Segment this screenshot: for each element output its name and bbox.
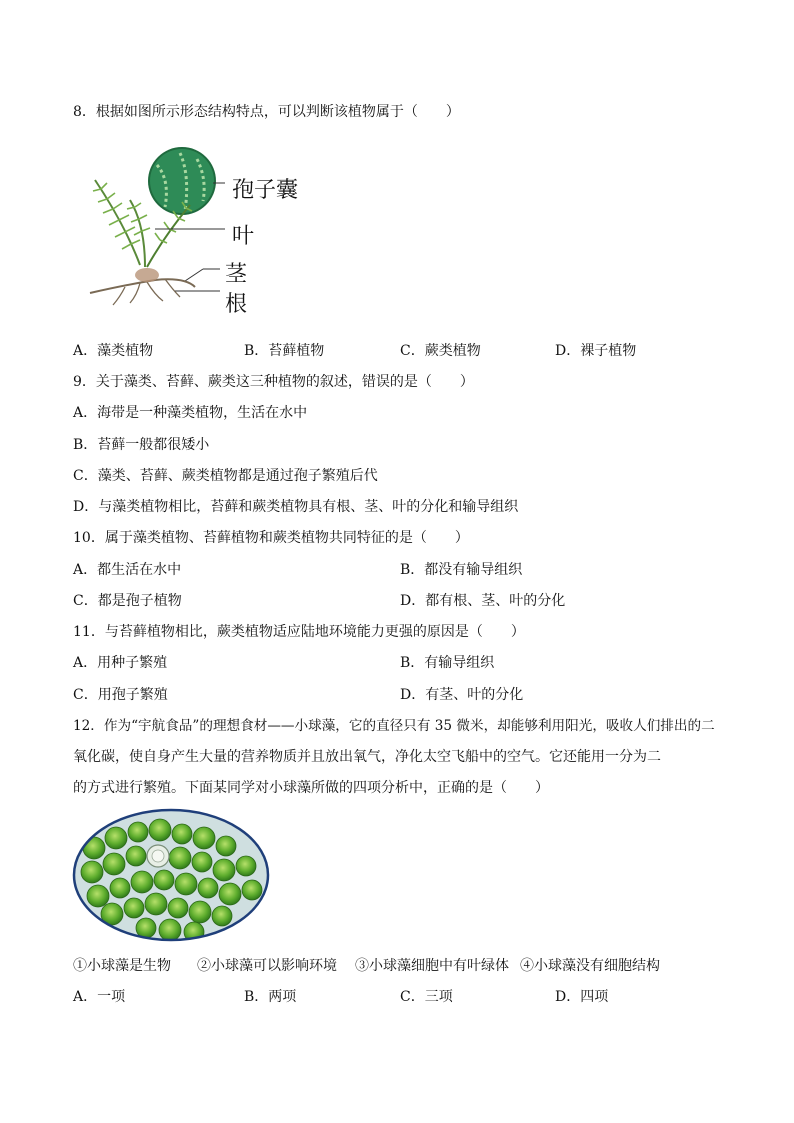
q12-statement-3: ③小球藻细胞中有叶绿体 xyxy=(355,958,509,974)
q8-option-a: A．藻类植物 xyxy=(73,343,154,359)
q11-option-a: A．用种子繁殖 xyxy=(73,655,168,671)
q12-statement-4: ④小球藻没有细胞结构 xyxy=(520,958,660,974)
q9-option-c: C．藻类、苔藓、蕨类植物都是通过孢子繁殖后代 xyxy=(73,468,378,484)
figure-label-sporangium: 孢子囊 xyxy=(232,178,299,203)
q10-option-b: B．都没有输导组织 xyxy=(400,562,523,578)
chlorella-micrograph xyxy=(72,808,270,942)
fern-illustration xyxy=(85,145,315,320)
q12-stem-line-3: 的方式进行繁殖。下面某同学对小球藻所做的四项分析中，正确的是（ ） xyxy=(73,780,549,796)
q11-option-d: D．有茎、叶的分化 xyxy=(400,687,524,703)
q9-option-d: D．与藻类植物相比，苔藓和蕨类植物具有根、茎、叶的分化和输导组织 xyxy=(73,499,519,515)
q10-stem: 10．属于藻类植物、苔藓植物和蕨类植物共同特征的是（ ） xyxy=(73,530,469,546)
q12-stem-line-1: 12．作为“宇航食品”的理想食材——小球藻，它的直径只有 35 微米，却能够利用阳光，吸收人们排出的二 xyxy=(73,718,715,734)
q8-option-b: B．苔藓植物 xyxy=(244,343,325,359)
figure-label-root: 根 xyxy=(225,292,248,317)
q12-option-a: A．一项 xyxy=(73,989,126,1005)
q10-option-c: C．都是孢子植物 xyxy=(73,593,182,609)
fern-figure xyxy=(85,145,315,320)
q9-stem: 9．关于藻类、苔藓、蕨类这三种植物的叙述，错误的是（ ） xyxy=(73,374,474,390)
q10-option-d: D．都有根、茎、叶的分化 xyxy=(400,593,566,609)
q8-option-c: C．蕨类植物 xyxy=(400,343,481,359)
q10-option-a: A．都生活在水中 xyxy=(73,562,182,578)
q12-statement-2: ②小球藻可以影响环境 xyxy=(197,958,337,974)
q11-stem: 11．与苔藓植物相比，蕨类植物适应陆地环境能力更强的原因是（ ） xyxy=(73,624,525,640)
q9-option-b: B．苔藓一般都很矮小 xyxy=(73,437,210,453)
figure-label-leaf: 叶 xyxy=(232,224,255,249)
q8-stem: 8．根据如图所示形态结构特点，可以判断该植物属于（ ） xyxy=(73,104,460,120)
q9-option-a: A．海带是一种藻类植物，生活在水中 xyxy=(73,405,308,421)
q12-statement-1: ①小球藻是生物 xyxy=(73,958,171,974)
chlorella-figure xyxy=(72,808,270,942)
q12-option-d: D．四项 xyxy=(555,989,609,1005)
q12-stem-line-2: 氧化碳，使自身产生大量的营养物质并且放出氧气，净化太空飞船中的空气。它还能用一分为二 xyxy=(73,749,661,765)
q8-option-d: D．裸子植物 xyxy=(555,343,637,359)
q12-option-c: C．三项 xyxy=(400,989,453,1005)
figure-label-stem: 茎 xyxy=(225,262,248,287)
q12-option-b: B．两项 xyxy=(244,989,297,1005)
q11-option-c: C．用孢子繁殖 xyxy=(73,687,168,703)
q11-option-b: B．有输导组织 xyxy=(400,655,495,671)
